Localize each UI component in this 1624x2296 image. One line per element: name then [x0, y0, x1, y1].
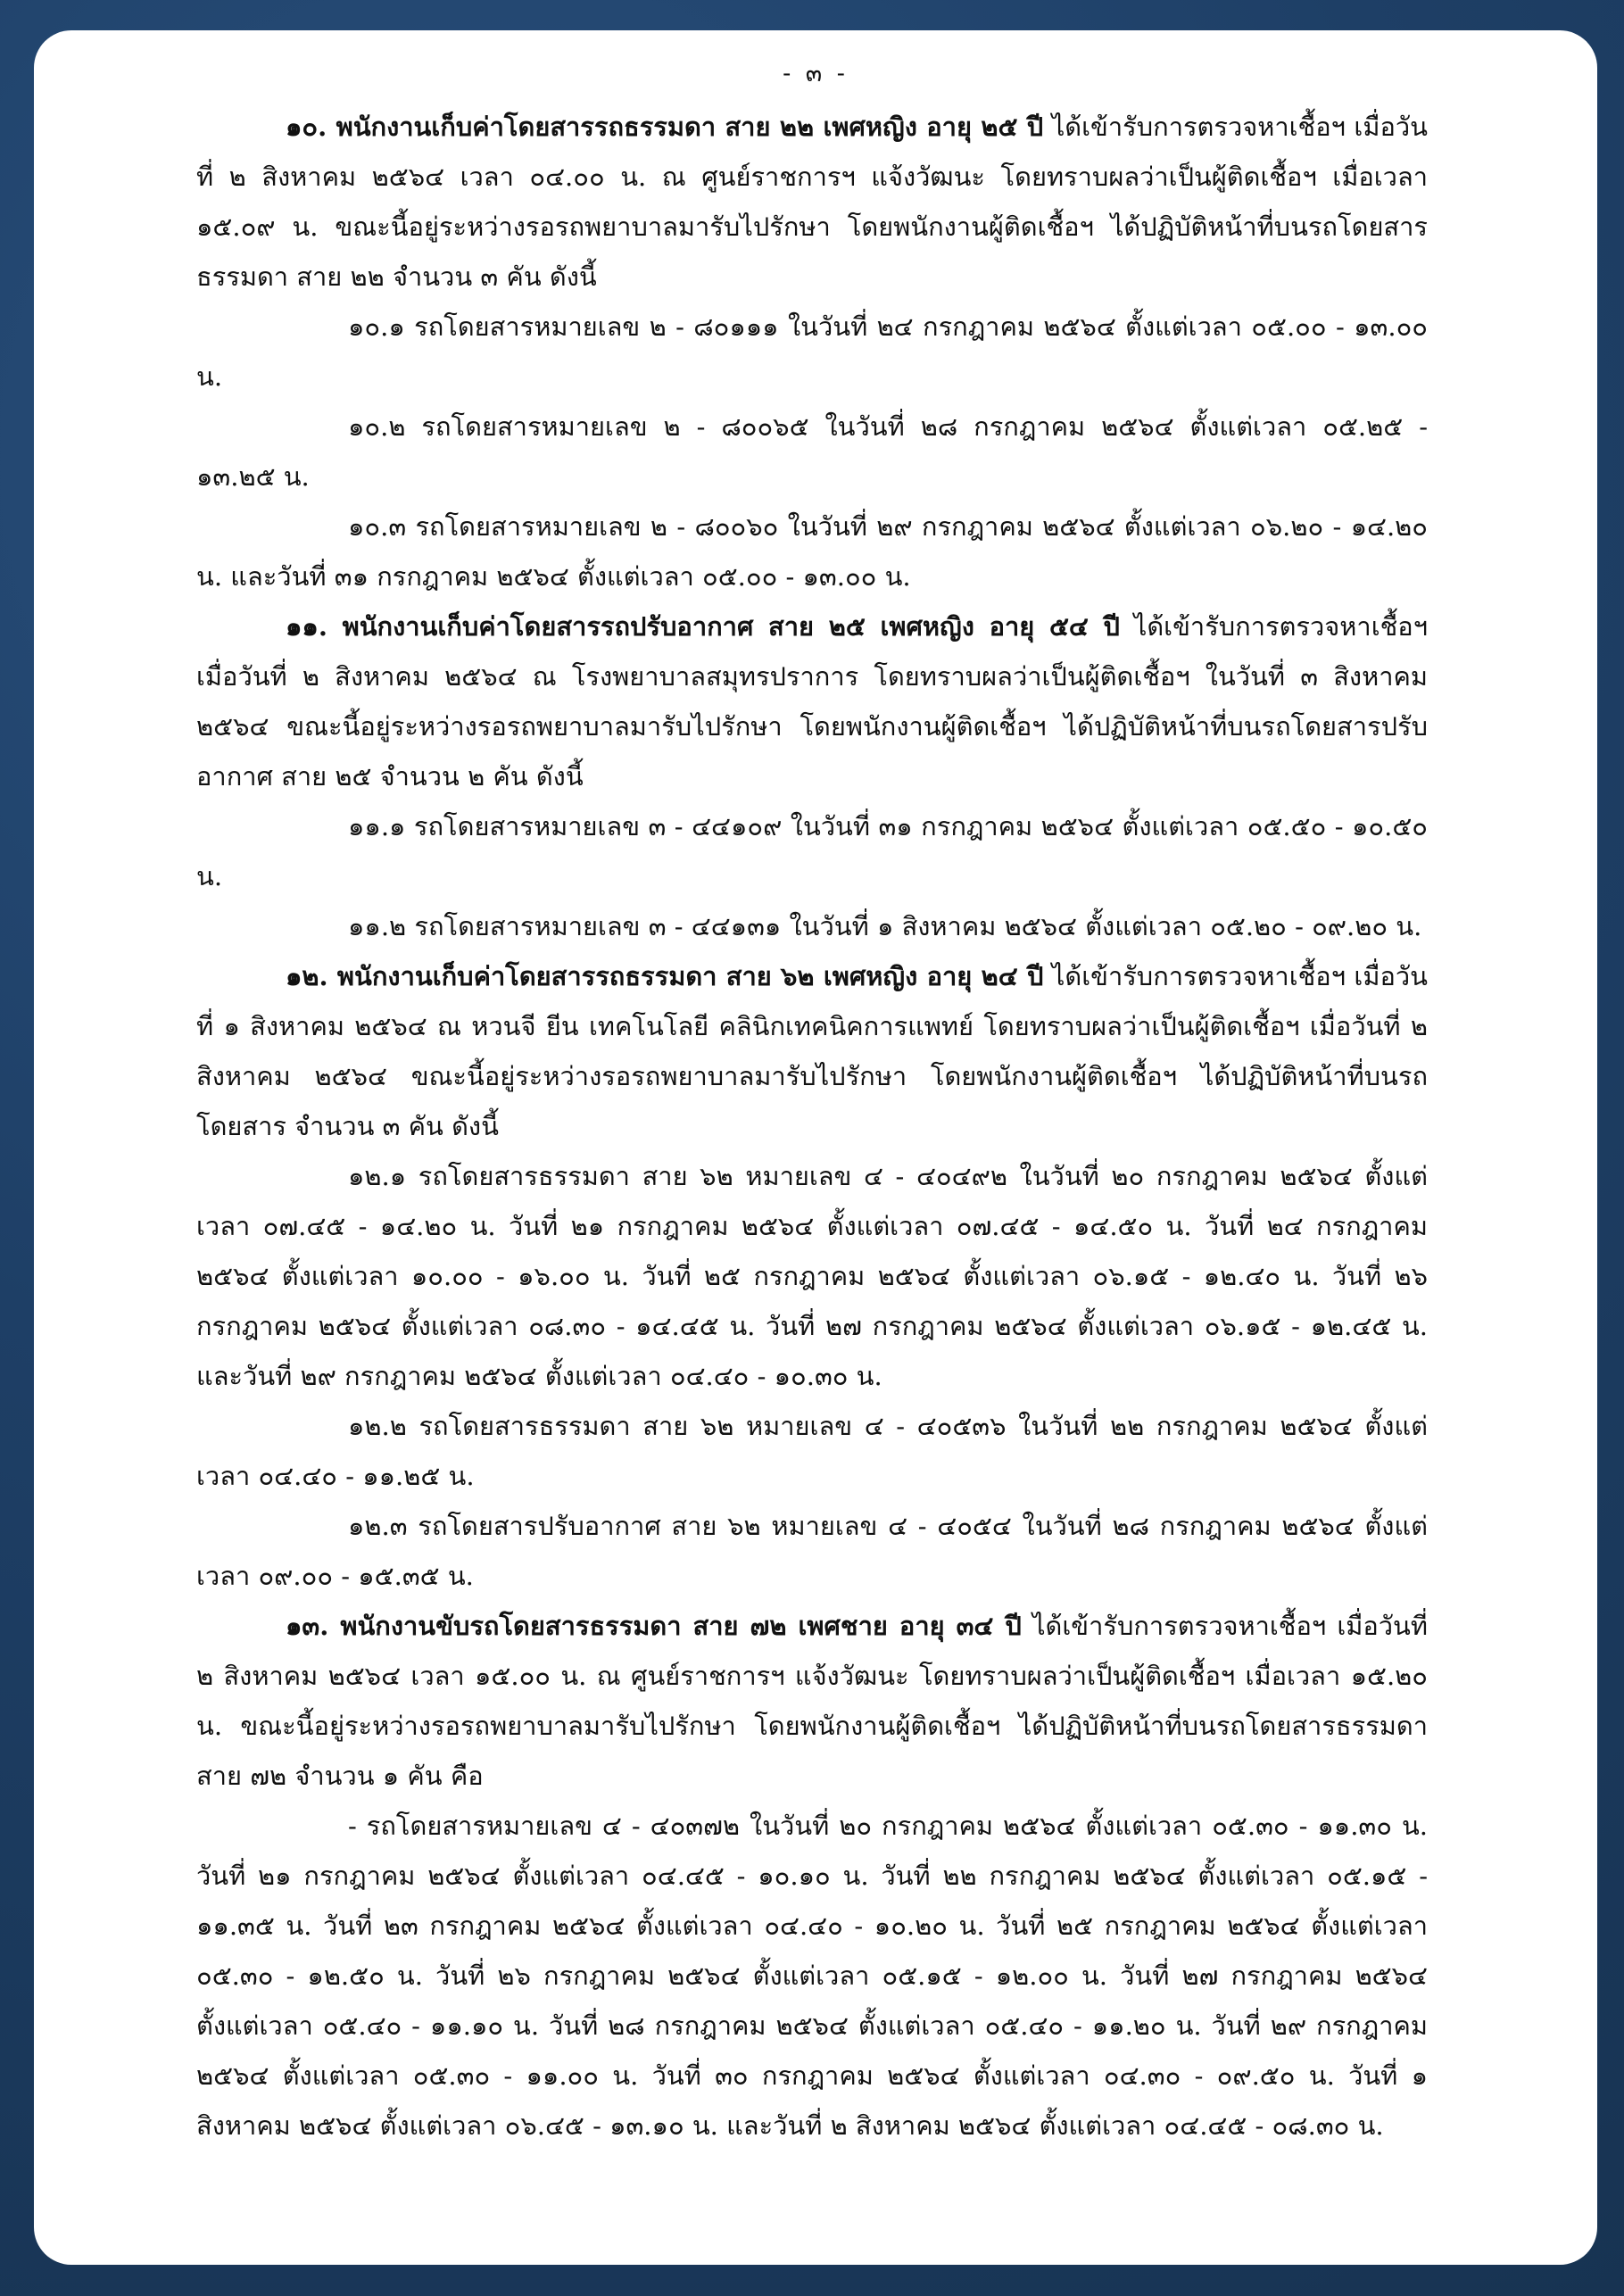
section-12-item-2: ๑๒.๒ รถโดยสารธรรมดา สาย ๖๒ หมายเลข ๔ - ๔๐๕๓๖ ในวันที่ ๒๒ กรกฎาคม ๒๕๖๔ ตั้งแต่เวลา ๐๔.๔๐ - ๑๑.๒๕ น.: [196, 1411, 1428, 1491]
section-13-text: ได้เข้ารับการตรวจหาเชื้อฯ เมื่อวันที่ ๒ สิงหาคม ๒๕๖๔ เวลา ๑๕.๐๐ น. ณ ศูนย์ราชการฯ แจ้งวัฒนะ โดยทราบผลว่าเป็นผู้ติดเชื้อฯ เมื่อเวลา ๑๕.๒๐ น. ขณะนี้อยู่ระหว่างรอรถพยาบาลมารับไปรักษา โดยพนักงานผู้ติดเชื้อฯ ได้ปฏิบัติหน้าที่บนรถโดยสารธรรมดา สาย ๗๒ จำนวน ๑ คัน คือ: [196, 1611, 1428, 1791]
section-12-item-3: ๑๒.๓ รถโดยสารปรับอากาศ สาย ๖๒ หมายเลข ๔ - ๔๐๕๔ ในวันที่ ๒๘ กรกฎาคม ๒๕๖๔ ตั้งแต่เวลา ๐๙.๐๐ - ๑๕.๓๕ น.: [196, 1511, 1428, 1591]
section-10-text: ได้เข้ารับการตรวจหาเชื้อฯ เมื่อวันที่ ๒ สิงหาคม ๒๕๖๔ เวลา ๐๔.๐๐ น. ณ ศูนย์ราชการฯ แจ้งวัฒนะ โดยทราบผลว่าเป็นผู้ติดเชื้อฯ เมื่อเวลา ๑๕.๐๙ น. ขณะนี้อยู่ระหว่างรอรถพยาบาลมารับไปรักษา โดยพนักงานผู้ติดเชื้อฯ ได้ปฏิบัติหน้าที่บนรถโดยสารธรรมดา สาย ๒๒ จำนวน ๓ คัน ดังนี้: [196, 112, 1428, 292]
section-10-heading: ๑๐. พนักงานเก็บค่าโดยสารรถธรรมดา สาย ๒๒ เพศหญิง อายุ ๒๕ ปี: [286, 112, 1044, 142]
section-12-paragraph: [196, 951, 1428, 1151]
section-12-heading: ๑๒. พนักงานเก็บค่าโดยสารรถธรรมดา สาย ๖๒ เพศหญิง อายุ ๒๔ ปี: [286, 961, 1044, 991]
section-10-item-1: ๑๐.๑ รถโดยสารหมายเลข ๒ - ๘๐๑๑๑ ในวันที่ ๒๔ กรกฎาคม ๒๕๖๔ ตั้งแต่เวลา ๐๕.๐๐ - ๑๓.๐๐ น.: [196, 311, 1428, 392]
section-10-paragraph: [196, 102, 1428, 302]
section-11-paragraph: [196, 601, 1428, 801]
section-11-text: ได้เข้ารับการตรวจหาเชื้อฯ เมื่อวันที่ ๒ สิงหาคม ๒๕๖๔ ณ โรงพยาบาลสมุทรปราการ โดยทราบผลว่าเป็นผู้ติดเชื้อฯ ในวันที่ ๓ สิงหาคม ๒๕๖๔ ขณะนี้อยู่ระหว่างรอรถพยาบาลมารับไปรักษา โดยพนักงานผู้ติดเชื้อฯ ได้ปฏิบัติหน้าที่บนรถโดยสารปรับอากาศ สาย ๒๕ จำนวน ๒ คัน ดังนี้: [196, 611, 1428, 792]
page-number: - ๓ -: [783, 60, 849, 87]
section-11-item-1: ๑๑.๑ รถโดยสารหมายเลข ๓ - ๔๔๑๐๙ ในวันที่ ๓๑ กรกฎาคม ๒๕๖๔ ตั้งแต่เวลา ๐๕.๕๐ - ๑๐.๕๐ น.: [196, 811, 1428, 891]
section-12-text: ได้เข้ารับการตรวจหาเชื้อฯ เมื่อวันที่ ๑ สิงหาคม ๒๕๖๔ ณ หวนจี ยีน เทคโนโลยี คลินิกเทคนิคการแพทย์ โดยทราบผลว่าเป็นผู้ติดเชื้อฯ เมื่อวันที่ ๒ สิงหาคม ๒๕๖๔ ขณะนี้อยู่ระหว่างรอรถพยาบาลมารับไปรักษา โดยพนักงานผู้ติดเชื้อฯ ได้ปฏิบัติหน้าที่บนรถโดยสาร จำนวน ๓ คัน ดังนี้: [196, 961, 1428, 1141]
section-10-item-2: ๑๐.๒ รถโดยสารหมายเลข ๒ - ๘๐๐๖๕ ในวันที่ ๒๘ กรกฎาคม ๒๕๖๔ ตั้งแต่เวลา ๐๕.๒๕ - ๑๓.๒๕ น.: [196, 411, 1428, 492]
section-12-item-1: ๑๒.๑ รถโดยสารธรรมดา สาย ๖๒ หมายเลข ๔ - ๔๐๔๙๒ ในวันที่ ๒๐ กรกฎาคม ๒๕๖๔ ตั้งแต่เวลา ๐๗.๔๕ - ๑๔.๒๐ น. วันที่ ๒๑ กรกฎาคม ๒๕๖๔ ตั้งแต่เวลา ๐๗.๔๕ - ๑๔.๕๐ น. วันที่ ๒๔ กรกฎาคม ๒๕๖๔ ตั้งแต่เวลา ๑๐.๐๐ - ๑๖.๐๐ น. วันที่ ๒๕ กรกฎาคม ๒๕๖๔ ตั้งแต่เวลา ๐๖.๑๕ - ๑๒.๔๐ น. วันที่ ๒๖ กรกฎาคม ๒๕๖๔ ตั้งแต่เวลา ๐๘.๓๐ - ๑๔.๔๕ น. วันที่ ๒๗ กรกฎาคม ๒๕๖๔ ตั้งแต่เวลา ๐๖.๑๕ - ๑๒.๔๕ น. และวันที่ ๒๙ กรกฎาคม ๒๕๖๔ ตั้งแต่เวลา ๐๔.๔๐ - ๑๐.๓๐ น.: [196, 1161, 1428, 1391]
section-10-item-3: ๑๐.๓ รถโดยสารหมายเลข ๒ - ๘๐๐๖๐ ในวันที่ ๒๙ กรกฎาคม ๒๕๖๔ ตั้งแต่เวลา ๐๖.๒๐ - ๑๔.๒๐ น. และวันที่ ๓๑ กรกฎาคม ๒๕๖๔ ตั้งแต่เวลา ๐๕.๐๐ - ๑๓.๐๐ น.: [196, 511, 1428, 592]
section-13-paragraph: [196, 1601, 1428, 1801]
section-11-item-2: ๑๑.๒ รถโดยสารหมายเลข ๓ - ๔๔๑๓๑ ในวันที่ ๑ สิงหาคม ๒๕๖๔ ตั้งแต่เวลา ๐๕.๒๐ - ๐๙.๒๐ น.: [348, 911, 1422, 941]
document-page: [34, 30, 1597, 2265]
document-body: [196, 102, 1428, 2151]
section-13-item-1: - รถโดยสารหมายเลข ๔ - ๔๐๓๗๒ ในวันที่ ๒๐ กรกฎาคม ๒๕๖๔ ตั้งแต่เวลา ๐๕.๓๐ - ๑๑.๓๐ น. วันที่ ๒๑ กรกฎาคม ๒๕๖๔ ตั้งแต่เวลา ๐๔.๔๕ - ๑๐.๑๐ น. วันที่ ๒๒ กรกฎาคม ๒๕๖๔ ตั้งแต่เวลา ๐๕.๑๕ - ๑๑.๓๕ น. วันที่ ๒๓ กรกฎาคม ๒๕๖๔ ตั้งแต่เวลา ๐๔.๔๐ - ๑๐.๒๐ น. วันที่ ๒๕ กรกฎาคม ๒๕๖๔ ตั้งแต่เวลา ๐๕.๓๐ - ๑๒.๕๐ น. วันที่ ๒๖ กรกฎาคม ๒๕๖๔ ตั้งแต่เวลา ๐๕.๑๕ - ๑๒.๐๐ น. วันที่ ๒๗ กรกฎาคม ๒๕๖๔ ตั้งแต่เวลา ๐๕.๔๐ - ๑๑.๑๐ น. วันที่ ๒๘ กรกฎาคม ๒๕๖๔ ตั้งแต่เวลา ๐๕.๔๐ - ๑๑.๒๐ น. วันที่ ๒๙ กรกฎาคม ๒๕๖๔ ตั้งแต่เวลา ๐๕.๓๐ - ๑๑.๐๐ น. วันที่ ๓๐ กรกฎาคม ๒๕๖๔ ตั้งแต่เวลา ๐๔.๓๐ - ๐๙.๕๐ น. วันที่ ๑ สิงหาคม ๒๕๖๔ ตั้งแต่เวลา ๐๖.๔๕ - ๑๓.๑๐ น. และวันที่ ๒ สิงหาคม ๒๕๖๔ ตั้งแต่เวลา ๐๔.๔๕ - ๐๘.๓๐ น.: [196, 1811, 1428, 2141]
section-11-heading: ๑๑. พนักงานเก็บค่าโดยสารรถปรับอากาศ สาย ๒๕ เพศหญิง อายุ ๕๔ ปี: [286, 611, 1120, 642]
section-13-heading: ๑๓. พนักงานขับรถโดยสารธรรมดา สาย ๗๒ เพศชาย อายุ ๓๔ ปี: [286, 1611, 1022, 1641]
